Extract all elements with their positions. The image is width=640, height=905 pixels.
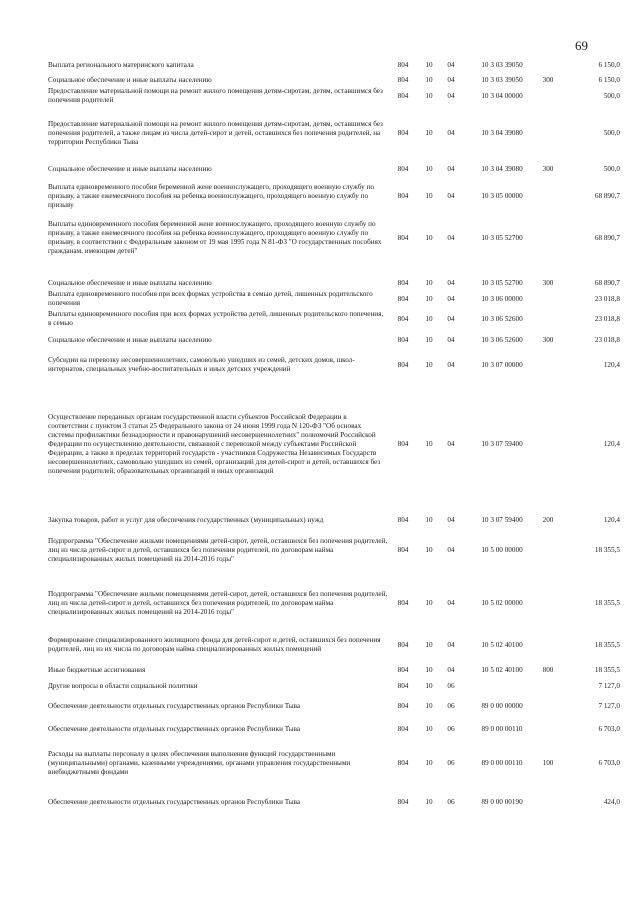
row-section: 10 (425, 60, 433, 69)
row-ministry-code: 804 (397, 665, 409, 674)
row-amount: 23 018,8 (594, 314, 620, 323)
table-row (48, 702, 620, 711)
row-expense-type: 300 (542, 278, 554, 287)
row-amount: 23 018,8 (594, 294, 620, 303)
table-row (48, 798, 620, 807)
row-amount: 500,0 (603, 91, 620, 100)
row-section: 10 (425, 640, 433, 649)
row-target-article: 10 3 04 00000 (481, 91, 523, 100)
row-section: 10 (425, 233, 433, 242)
row-amount: 18 355,5 (594, 665, 620, 674)
row-target-article: 10 3 07 00000 (481, 360, 523, 369)
row-name: Обеспечение деятельности отдельных государственных органов Республики Тыва (48, 701, 301, 710)
row-subsection: 06 (447, 681, 455, 690)
row-name: Социальное обеспечение и иные выплаты населению (48, 164, 212, 173)
row-target-article: 10 3 06 00000 (481, 294, 523, 303)
row-ministry-code: 804 (397, 640, 409, 649)
row-name: Социальное обеспечение и иные выплаты населению (48, 75, 212, 84)
row-ministry-code: 804 (397, 598, 409, 607)
row-ministry-code: 804 (397, 701, 409, 710)
page-number: 69 (575, 38, 588, 53)
row-name: Выплаты единовременного пособия беременной жене военнослужащего, проходящего военную службу по призыву, а также ежемесячного пособия на ребенка военнослужащего, проходящего военную службу по призыву, в соответствии с Федеральным законом от 19 мая 1995 года N 81-ФЗ "О государственных пособиях гражданам, имеющим детей" (48, 220, 382, 255)
row-subsection: 06 (447, 724, 455, 733)
row-target-article: 10 3 03 39050 (481, 75, 523, 84)
row-subsection: 04 (447, 598, 455, 607)
row-amount: 6 150,0 (598, 60, 620, 69)
table-row (48, 87, 620, 105)
row-target-article: 10 3 06 52600 (481, 314, 523, 323)
row-ministry-code: 804 (397, 360, 409, 369)
row-subsection: 06 (447, 758, 455, 767)
table-row (48, 666, 620, 675)
row-name: Иные бюджетные ассигнования (48, 665, 146, 674)
row-subsection: 04 (447, 640, 455, 649)
row-name: Обеспечение деятельности отдельных государственных органов Республики Тыва (48, 797, 301, 806)
row-target-article: 10 3 05 52700 (481, 278, 523, 287)
row-amount: 120,4 (603, 515, 620, 524)
row-subsection: 04 (447, 314, 455, 323)
row-ministry-code: 804 (397, 294, 409, 303)
row-ministry-code: 804 (397, 758, 409, 767)
row-target-article: 10 5 00 00000 (481, 545, 523, 554)
table-row (48, 750, 620, 777)
row-section: 10 (425, 164, 433, 173)
row-subsection: 04 (447, 278, 455, 287)
row-section: 10 (425, 335, 433, 344)
table-row (48, 220, 620, 256)
row-name: Выплаты единовременного пособия при всех формах устройства детей, лишенных родительского попечения, в семью (48, 310, 384, 327)
row-section: 10 (425, 515, 433, 524)
table-row (48, 165, 620, 174)
row-name: Подпрограмма "Обеспечение жильми помещениями детей-сирот, детей, оставшихся без попечения родителей, лиц из числа детей-сирот и детей, оставшихся без попечения родителей, по договорам найма специализированных жилых помещений на 2014-2016 годы" (48, 589, 388, 616)
row-amount: 6 703,0 (598, 724, 620, 733)
row-section: 10 (425, 128, 433, 137)
row-amount: 68 890,7 (594, 233, 620, 242)
row-expense-type: 300 (542, 335, 554, 344)
row-subsection: 04 (447, 335, 455, 344)
row-ministry-code: 804 (397, 91, 409, 100)
row-section: 10 (425, 701, 433, 710)
row-name: Выплата единовременного пособия при всех формах устройства в семью детей, лишенных родительского попечения (48, 290, 373, 307)
row-ministry-code: 804 (397, 60, 409, 69)
row-subsection: 04 (447, 294, 455, 303)
row-subsection: 04 (447, 439, 455, 448)
row-section: 10 (425, 598, 433, 607)
row-target-article: 89 0 00 00000 (481, 701, 523, 710)
row-ministry-code: 804 (397, 191, 409, 200)
table-row (48, 290, 620, 308)
row-subsection: 04 (447, 515, 455, 524)
row-ministry-code: 804 (397, 128, 409, 137)
row-amount: 7 127,0 (598, 701, 620, 710)
row-name: Закупка товаров, работ и услуг для обеспечения государственных (муниципальных) нужд (48, 515, 324, 524)
row-expense-type: 200 (542, 515, 554, 524)
row-amount: 6 703,0 (598, 758, 620, 767)
row-ministry-code: 804 (397, 724, 409, 733)
row-ministry-code: 804 (397, 278, 409, 287)
row-subsection: 04 (447, 128, 455, 137)
row-ministry-code: 804 (397, 545, 409, 554)
row-subsection: 04 (447, 665, 455, 674)
row-amount: 120,4 (603, 360, 620, 369)
table-row (48, 537, 620, 564)
row-amount: 23 018,8 (594, 335, 620, 344)
row-subsection: 04 (447, 91, 455, 100)
row-section: 10 (425, 91, 433, 100)
row-target-article: 89 0 00 00110 (481, 758, 523, 767)
table-row (48, 356, 620, 374)
row-ministry-code: 804 (397, 439, 409, 448)
row-expense-type: 300 (542, 164, 554, 173)
row-subsection: 06 (447, 797, 455, 806)
row-subsection: 04 (447, 233, 455, 242)
row-name: Осуществление переданных органам государственной власти субъектов Российской Федерации в соответствии с пунктом 3 статьи 25 Федерального закона от 24 июня 1999 года N 120-ФЗ "Об основах системы профилактики безнадзорности и правонарушений несовершеннолетних" полномочий Российской Федерации по осуществлению деятельности, связанной с перевозкой между субъектами Российской Федерации, а также в пределах территорий государств - участников Содружества Независимых Государств несовершеннолетних, самовольно ушедших из семей, организаций для детей-сирот и детей, оставшихся без попечения родителей, образовательных организаций и иных организаций (48, 412, 381, 475)
table-row (48, 183, 620, 210)
row-name: Социальное обеспечение и иные выплаты населению (48, 278, 212, 287)
table-row (48, 76, 620, 85)
table-row (48, 61, 620, 70)
row-ministry-code: 804 (397, 233, 409, 242)
row-amount: 120,4 (603, 439, 620, 448)
row-expense-type: 100 (542, 758, 554, 767)
row-section: 10 (425, 278, 433, 287)
table-row (48, 310, 620, 328)
row-target-article: 89 0 00 00190 (481, 797, 523, 806)
row-section: 10 (425, 294, 433, 303)
row-amount: 500,0 (603, 128, 620, 137)
table-row (48, 590, 620, 617)
row-target-article: 10 3 07 59400 (481, 439, 523, 448)
row-ministry-code: 804 (397, 314, 409, 323)
row-target-article: 10 3 03 39050 (481, 60, 523, 69)
row-subsection: 04 (447, 164, 455, 173)
row-target-article: 10 3 05 00000 (481, 191, 523, 200)
row-section: 10 (425, 314, 433, 323)
row-amount: 7 127,0 (598, 681, 620, 690)
row-target-article: 10 3 07 59400 (481, 515, 523, 524)
row-target-article: 10 3 06 52600 (481, 335, 523, 344)
table-row (48, 682, 620, 691)
row-subsection: 04 (447, 191, 455, 200)
row-amount: 68 890,7 (594, 191, 620, 200)
row-target-article: 10 5 02 40100 (481, 640, 523, 649)
row-name: Предоставление материальной помощи на ремонт жилого помещения детям-сиротам, детям, оставшимся без попечения родителей, а также лицам из числа детей-сирот и детей, оставшихся без попечения родителей, на территории Республики Тыва (48, 119, 383, 146)
row-name: Расходы на выплаты персоналу в целях обеспечения выполнения функций государственными (муниципальными) органами, казенными учреждениями, органами управления государственными внебюджетными фондами (48, 749, 351, 776)
row-target-article: 10 3 04 39080 (481, 164, 523, 173)
row-target-article: 10 3 04 39080 (481, 128, 523, 137)
row-section: 10 (425, 758, 433, 767)
row-amount: 18 355,5 (594, 640, 620, 649)
row-amount: 500,0 (603, 164, 620, 173)
row-amount: 18 355,5 (594, 545, 620, 554)
row-subsection: 04 (447, 60, 455, 69)
row-section: 10 (425, 439, 433, 448)
row-amount: 68 890,7 (594, 278, 620, 287)
row-section: 10 (425, 665, 433, 674)
row-name: Подпрограмма "Обеспечение жильми помещениями детей-сирот, детей, оставшихся без попечения родителей, лиц из числа детей-сирот и детей, оставшихся без попечения родителей, по договорам найма специализированных жилых помещений на 2014-2016 годы" (48, 536, 388, 563)
row-subsection: 04 (447, 75, 455, 84)
row-section: 10 (425, 681, 433, 690)
row-subsection: 04 (447, 360, 455, 369)
row-target-article: 89 0 00 00110 (481, 724, 523, 733)
row-amount: 18 355,5 (594, 598, 620, 607)
row-subsection: 04 (447, 545, 455, 554)
row-expense-type: 800 (542, 665, 554, 674)
table-row (48, 336, 620, 345)
row-name: Обеспечение деятельности отдельных государственных органов Республики Тыва (48, 724, 301, 733)
table-row (48, 413, 620, 476)
table-row (48, 725, 620, 734)
row-section: 10 (425, 191, 433, 200)
row-target-article: 10 3 05 52700 (481, 233, 523, 242)
table-row (48, 636, 620, 654)
row-name: Предоставление материальной помощи на ремонт жилого помещения детям-сиротам, детям, оставшимся без попечения родителей (48, 87, 383, 104)
row-subsection: 06 (447, 701, 455, 710)
row-expense-type: 300 (542, 75, 554, 84)
row-ministry-code: 804 (397, 335, 409, 344)
row-section: 10 (425, 797, 433, 806)
row-ministry-code: 804 (397, 515, 409, 524)
row-section: 10 (425, 545, 433, 554)
row-name: Выплата регионального материнского капитала (48, 60, 194, 69)
row-target-article: 10 5 02 00000 (481, 598, 523, 607)
table-row (48, 120, 620, 147)
row-name: Формирование специализированного жилищного фонда для детей-сирот и детей, оставшихся без попечения родителей, лиц из их числа по договорам найма специализированных жилых помещений (48, 636, 381, 653)
row-target-article: 10 5 02 40100 (481, 665, 523, 674)
row-amount: 424,0 (603, 797, 620, 806)
row-section: 10 (425, 360, 433, 369)
row-name: Другие вопросы в области социальной политики (48, 681, 198, 690)
row-name: Субсидии на перевозку несовершеннолетних, самовольно ушедших из семей, детских домов, школ-интернатов, специальных учебно-воспитательных и иных детских учреждений (48, 356, 355, 373)
row-ministry-code: 804 (397, 164, 409, 173)
row-ministry-code: 804 (397, 797, 409, 806)
row-ministry-code: 804 (397, 75, 409, 84)
row-amount: 6 150,0 (598, 75, 620, 84)
row-section: 10 (425, 75, 433, 84)
row-name: Социальное обеспечение и иные выплаты населению (48, 335, 212, 344)
table-row (48, 279, 620, 288)
row-name: Выплата единовременного пособия беременной жене военнослужащего, проходящего военную службу по призыву, а также ежемесячного пособия на ребенка военнослужащего, проходящего военную службу по призыву (48, 182, 375, 209)
row-section: 10 (425, 724, 433, 733)
table-row (48, 516, 620, 525)
row-ministry-code: 804 (397, 681, 409, 690)
